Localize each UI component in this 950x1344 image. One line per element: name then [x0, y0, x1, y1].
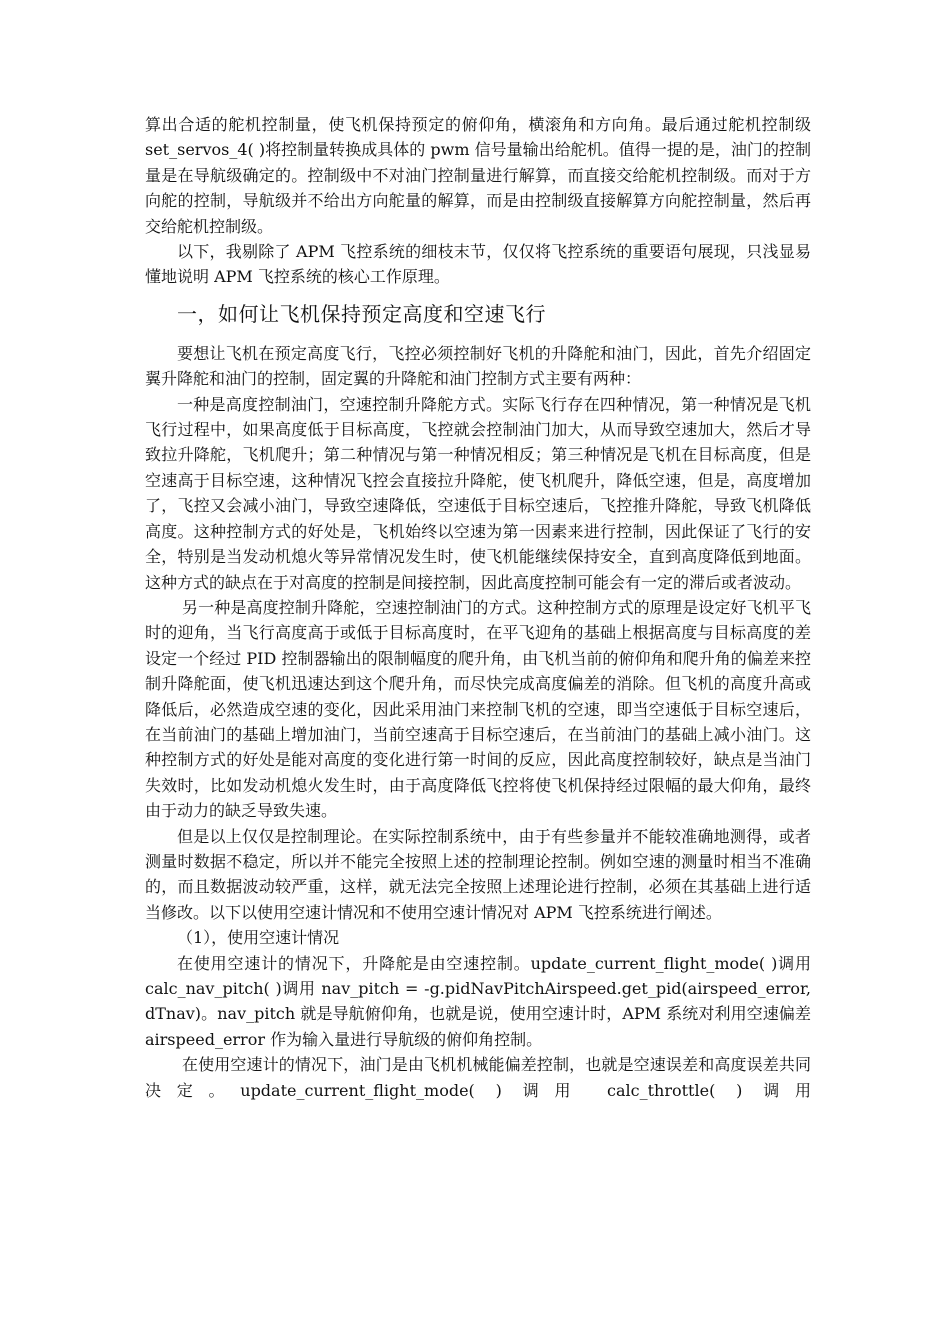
paragraph-theory-limits: 但是以上仅仅是控制理论。在实际控制系统中，由于有些参量并不能较准确地测得，或者测量时数据不稳定，所以并不能完全按照上述的控制理论控制。例如空速的测量时相当不准确的，而且数据波动较严重，这样，就无法完全按照上述理论进行控制，必须在其基础上进行适当修改。以下以使用空速计情况和不使用空速计情况对 APM 飞控系统进行阐述。: [145, 826, 811, 922]
document-page: [145, 112, 811, 1103]
paragraph-method-one: 一种是高度控制油门，空速控制升降舵方式。实际飞行存在四种情况，第一种情况是飞机飞行过程中，如果高度低于目标高度，飞控就会控制油门加大，从而导致空速加大，然后才导致拉升降舵，飞机爬升；第二种情况与第一种情况相反；第三种情况是飞机在目标高度，但是空速高于目标空速，这种情况飞控会直接拉升降舵，使飞机爬升，降低空速，但是，高度增加了，飞控又会减小油门，导致空速降低，空速低于目标空速后，飞控推升降舵，导致飞机降低高度。这种控制方式的好处是，飞机始终以空速为第一因素来进行控制，因此保证了飞行的安全，特别是当发动机熄火等异常情况发生时，使飞机能继续保持安全，直到高度降低到地面。这种方式的缺点在于对高度的控制是间接控制，因此高度控制可能会有一定的滞后或者波动。: [145, 394, 811, 592]
paragraph-throttle-energy: 在使用空速计的情况下，油门是由飞机机械能偏差控制，也就是空速误差和高度误差共同决定。update_current_flight_mode( ) 调用 calc_throttle( ) 调用: [145, 1055, 811, 1100]
subheading-airspeed-sensor: （1），使用空速计情况: [177, 928, 340, 948]
paragraph-two-methods: 要想让飞机在预定高度飞行，飞控必须控制好飞机的升降舵和油门，因此，首先介绍固定翼升降舵和油门的控制，固定翼的升降舵和油门控制方式主要有两种：: [145, 343, 811, 389]
paragraph-elevator-airspeed: 在使用空速计的情况下，升降舵是由空速控制。update_current_flight_mode( )调用 calc_nav_pitch( )调用 nav_pitch = -g.pidNavPitchAirspeed.get_pid(airspeed_error, dTnav)。nav_pitch 就是导航俯仰角，也就是说，使用空速计时，APM 系统对利用空速偏差 airspeed_error 作为输入量进行导航级的俯仰角控制。: [145, 953, 811, 1049]
section-heading: 一，如何让飞机保持预定高度和空速飞行: [177, 301, 546, 326]
paragraph-intro: 以下，我剔除了 APM 飞控系统的细枝末节，仅仅将飞控系统的重要语句展现，只浅显易懂地说明 APM 飞控系统的核心工作原理。: [145, 242, 811, 287]
paragraph-control-levels: 算出合适的舵机控制量，使飞机保持预定的俯仰角，横滚角和方向角。最后通过舵机控制级 set_servos_4( )将控制量转换成具体的 pwm 信号量输出给舵机。值得一提的是，油门的控制量是在导航级确定的。控制级中不对油门控制量进行解算，而直接交给舵机控制级。而对于方向舵的控制，导航级并不给出方向舵量的解算，而是由控制级直接解算方向舵控制量，然后再交给舵机控制级。: [145, 115, 811, 236]
paragraph-method-two: 另一种是高度控制升降舵，空速控制油门的方式。这种控制方式的原理是设定好飞机平飞时的迎角，当飞行高度高于或低于目标高度时，在平飞迎角的基础上根据高度与目标高度的差设定一个经过 PID 控制器输出的限制幅度的爬升角，由飞机当前的俯仰角和爬升角的偏差来控制升降舵面，使飞机迅速达到这个爬升角，而尽快完成高度偏差的消除。但飞机的高度升高或降低后，必然造成空速的变化，因此采用油门来控制飞机的空速，即当空速低于目标空速后，在当前油门的基础上增加油门，当前空速高于目标空速后，在当前油门的基础上减小油门。这种控制方式的好处是能对高度的变化进行第一时间的反应，因此高度控制较好，缺点是当油门失效时，比如发动机熄火发生时，由于高度降低飞控将使飞机保持经过限幅的最大仰角，最终由于动力的缺乏导致失速。: [145, 597, 811, 821]
